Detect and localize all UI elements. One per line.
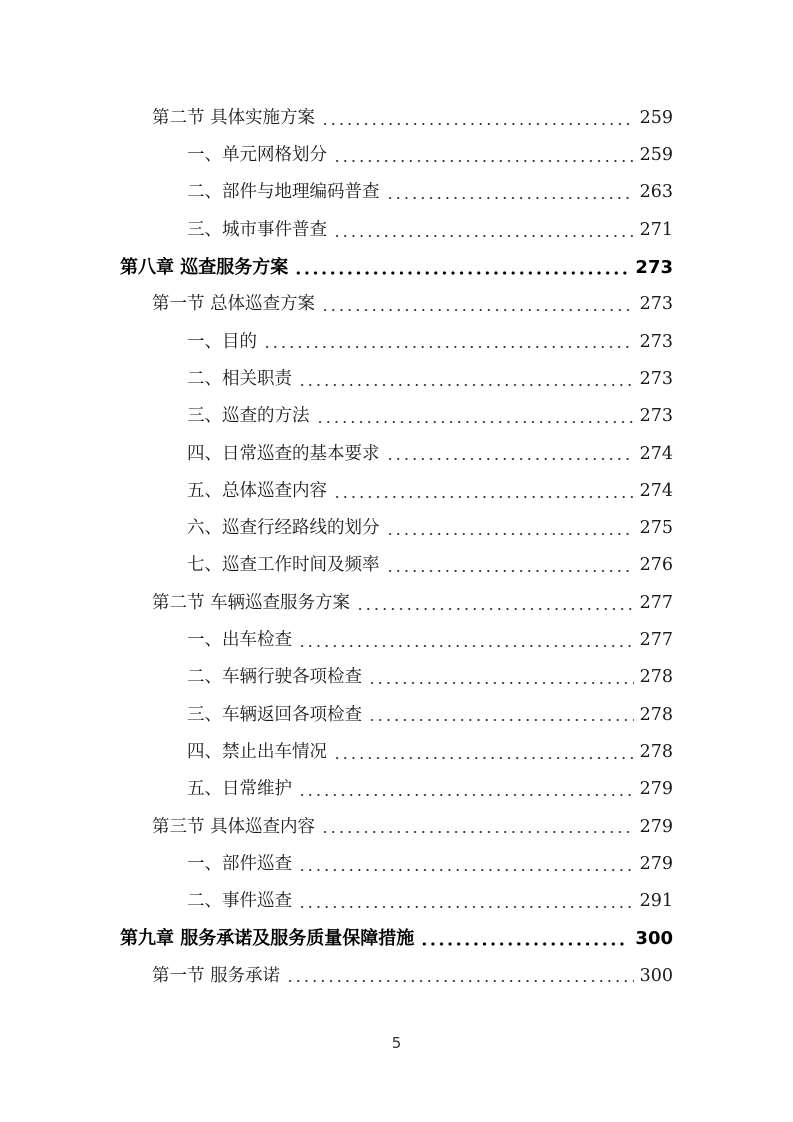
toc-entry-page: 273 <box>635 256 673 278</box>
toc-dot-leader <box>368 681 634 685</box>
toc-dot-leader <box>333 495 634 499</box>
toc-dot-leader <box>386 532 634 536</box>
toc-dot-leader <box>333 234 634 238</box>
toc-subsection-entry[interactable] <box>0 734 793 771</box>
toc-dot-leader <box>420 942 629 946</box>
toc-chapter-entry[interactable] <box>0 249 793 286</box>
toc-entry-page: 279 <box>639 853 673 874</box>
toc-entry-page: 279 <box>639 816 673 837</box>
toc-section-entry[interactable] <box>0 809 793 846</box>
toc-entry-title: 三、巡查的方法 <box>187 406 310 427</box>
toc-entry-title: 二、车辆行驶各项检查 <box>187 667 362 688</box>
toc-entry-title: 第一节 总体巡查方案 <box>152 294 316 315</box>
toc-dot-leader <box>321 830 634 834</box>
toc-subsection-entry[interactable] <box>0 659 793 696</box>
toc-subsection-entry[interactable] <box>0 473 793 510</box>
toc-entry-title: 五、日常维护 <box>187 779 292 800</box>
toc-entry-title: 一、出车检查 <box>187 630 292 651</box>
toc-section-entry[interactable] <box>0 100 793 137</box>
page-number: 5 <box>391 1034 402 1052</box>
toc-entry-title: 一、单元网格划分 <box>187 145 327 166</box>
toc-subsection-entry[interactable] <box>0 137 793 174</box>
toc-entry-page: 300 <box>635 928 673 950</box>
toc-dot-leader <box>333 159 634 163</box>
toc-entry-title: 一、部件巡查 <box>187 853 292 874</box>
toc-entry-title: 第八章 巡查服务方案 <box>120 256 289 278</box>
toc-entry-page: 273 <box>639 331 673 352</box>
toc-entry-page: 274 <box>639 480 673 501</box>
toc-subsection-entry[interactable] <box>0 697 793 734</box>
toc-dot-leader <box>386 569 634 573</box>
toc-section-entry[interactable] <box>0 958 793 995</box>
toc-entry-page: 277 <box>639 630 673 651</box>
toc-subsection-entry[interactable] <box>0 771 793 808</box>
toc-subsection-entry[interactable] <box>0 212 793 249</box>
toc-dot-leader <box>286 979 634 983</box>
toc-entry-page: 276 <box>639 555 673 576</box>
toc-entry-page: 263 <box>639 182 673 203</box>
toc-subsection-entry[interactable] <box>0 846 793 883</box>
toc-subsection-entry[interactable] <box>0 175 793 212</box>
toc-dot-leader <box>263 345 634 349</box>
toc-subsection-entry[interactable] <box>0 398 793 435</box>
toc-entry-title: 四、禁止出车情况 <box>187 741 327 762</box>
toc-dot-leader <box>386 457 634 461</box>
toc-subsection-entry[interactable] <box>0 548 793 585</box>
toc-entry-title: 第一节 服务承诺 <box>152 965 281 986</box>
toc-entry-page: 259 <box>639 145 673 166</box>
toc-entry-title: 三、车辆返回各项检查 <box>187 704 362 725</box>
toc-dot-leader <box>298 905 634 909</box>
toc-entry-page: 279 <box>639 779 673 800</box>
toc-entry-title: 二、部件与地理编码普查 <box>187 182 380 203</box>
toc-entry-title: 五、总体巡查内容 <box>187 480 327 501</box>
toc-dot-leader <box>321 308 634 312</box>
toc-entry-title: 二、事件巡查 <box>187 891 292 912</box>
toc-dot-leader <box>298 383 634 387</box>
toc-entry-title: 第二节 车辆巡查服务方案 <box>152 592 351 613</box>
toc-entry-page: 278 <box>639 741 673 762</box>
toc-dot-leader <box>356 607 634 611</box>
toc-section-entry[interactable] <box>0 286 793 323</box>
toc-subsection-entry[interactable] <box>0 361 793 398</box>
toc-chapter-entry[interactable] <box>0 921 793 958</box>
toc-entry-title: 四、日常巡查的基本要求 <box>187 443 380 464</box>
toc-dot-leader <box>321 122 634 126</box>
toc-entry-title: 六、巡查行经路线的划分 <box>187 518 380 539</box>
toc-subsection-entry[interactable] <box>0 324 793 361</box>
toc-subsection-entry[interactable] <box>0 510 793 547</box>
toc-entry-title: 二、相关职责 <box>187 368 292 389</box>
toc-entry-page: 274 <box>639 443 673 464</box>
toc-entry-title: 一、目的 <box>187 331 257 352</box>
toc-entry-title: 第二节 具体实施方案 <box>152 107 316 128</box>
toc-dot-leader <box>298 793 634 797</box>
toc-dot-leader <box>368 718 634 722</box>
toc-dot-leader <box>298 644 634 648</box>
toc-entry-page: 291 <box>639 891 673 912</box>
toc-entry-page: 277 <box>639 592 673 613</box>
toc-entry-page: 273 <box>639 294 673 315</box>
toc-entry-page: 271 <box>639 219 673 240</box>
toc-entry-title: 七、巡查工作时间及频率 <box>187 555 380 576</box>
toc-entry-page: 259 <box>639 107 673 128</box>
toc-dot-leader <box>294 271 629 275</box>
toc-entry-page: 278 <box>639 704 673 725</box>
toc-entry-title: 第九章 服务承诺及服务质量保障措施 <box>120 928 415 950</box>
toc-dot-leader <box>386 196 634 200</box>
toc-entry-page: 273 <box>639 406 673 427</box>
toc-subsection-entry[interactable] <box>0 883 793 920</box>
toc-subsection-entry[interactable] <box>0 436 793 473</box>
toc-dot-leader <box>298 868 634 872</box>
toc-section-entry[interactable] <box>0 585 793 622</box>
table-of-contents <box>0 100 793 995</box>
toc-subsection-entry[interactable] <box>0 622 793 659</box>
toc-entry-page: 278 <box>639 667 673 688</box>
toc-entry-title: 三、城市事件普查 <box>187 219 327 240</box>
toc-dot-leader <box>316 420 634 424</box>
toc-entry-page: 275 <box>639 518 673 539</box>
toc-entry-title: 第三节 具体巡查内容 <box>152 816 316 837</box>
toc-entry-page: 273 <box>639 368 673 389</box>
toc-entry-page: 300 <box>639 965 673 986</box>
toc-dot-leader <box>333 756 634 760</box>
